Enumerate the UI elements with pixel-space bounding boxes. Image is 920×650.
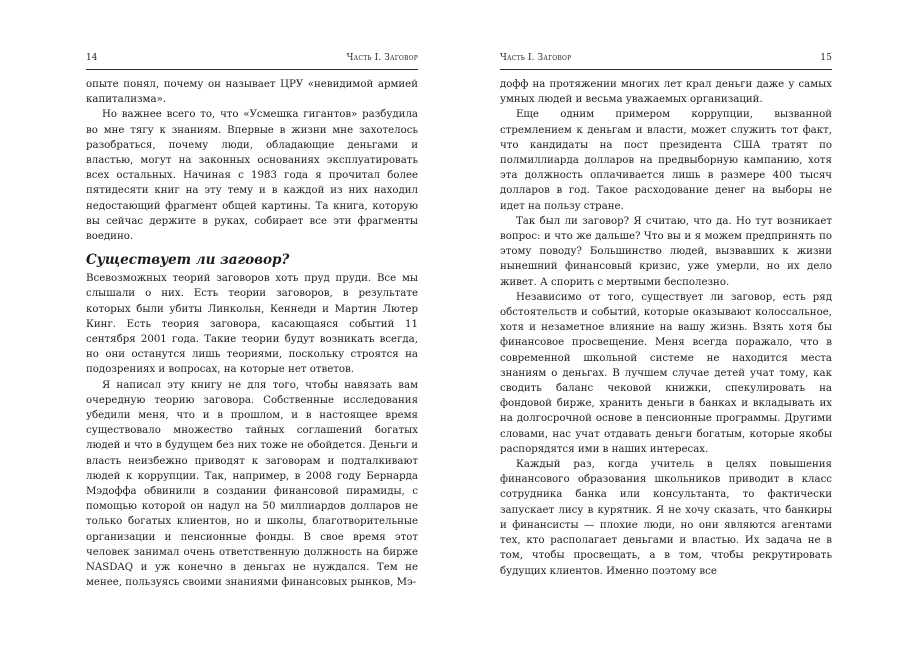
- right-header-rule: [500, 69, 832, 70]
- right-page-body: [500, 77, 832, 579]
- left-page-body: [86, 77, 418, 591]
- right-paragraph-1: дофф на протяжении многих лет крал деньги даже у самых умных людей и весьма уважаемых организаций.: [500, 79, 832, 106]
- right-page-number: 15: [820, 53, 832, 63]
- right-running-head: Часть I. Заговор: [500, 53, 572, 63]
- right-paragraph-3: Так был ли заговор? Я считаю, что да. Но тут возникает вопрос: и что же дальше? Что вы и я можем предпринять по этому поводу? Большинство людей, вызвавших к жизни нынешний финансовый кризис, уже умерли, но их дело живет. А спорить с мертвыми бесполезно.: [500, 215, 832, 288]
- left-paragraph-3: Всевозможных теорий заговоров хоть пруд пруди. Все мы слышали о них. Есть теории заговоров, в результате которых были убиты Линкольн, Кеннеди и Мартин Лютер Кинг. Есть теория заговора, касающаяся событий 11 сентября 2001 года. Такие теории будут возникать всегда, но они останутся лишь теориями, поскольку строятся на подозрениях и вопросах, на которые нет ответов.: [86, 273, 418, 376]
- left-header-rule: [86, 69, 418, 70]
- right-paragraph-2: Еще одним примером коррупции, вызванной стремлением к деньгам и власти, может служить тот факт, что кандидаты на пост президента США тратят по полмиллиарда долларов на предвыборную кампанию, хотя эта должность оплачивается лишь в размере 400 тысяч долларов в год. Такое расходование денег на выборы не идет на пользу стране.: [500, 109, 832, 212]
- left-paragraph-4: Я написал эту книгу не для того, чтобы навязать вам очередную теорию заговора. Собственные исследования убедили меня, что и в прошлом, и в настоящее время существовало множество тайных соглашений богатых людей и что в будущем без них тоже не обойдется. Деньги и власть неизбежно приводят к заговорам и подталкивают людей к коррупции. Так, например, в 2008 году Бернарда Мэдоффа обвинили в создании финансовой пирамиды, с помощью которой он надул на 50 миллиардов долларов не только богатых клиентов, но и школы, благотворительные организации и пенсионные фонды. В свое время этот человек занимал очень ответственную должность на бирже NASDAQ и уж конечно в деньгах не нуждался. Тем не менее, пользуясь своими знаниями финансовых рынков, Мэ-: [86, 379, 418, 589]
- left-page: [86, 0, 418, 650]
- left-paragraph-1: опыте понял, почему он называет ЦРУ «невидимой армией капитализма».: [86, 79, 418, 106]
- left-paragraph-2: Но важнее всего то, что «Усмешка гигантов» разбудила во мне тягу к знаниям. Впервые в жизни мне захотелось разобраться, почему люди, обладающие деньгами и властью, могут на законных основаниях эксплуатировать всех остальных. Начиная с 1983 года я прочитал более пятидесяти книг на эту тему и в каждой из них находил недостающий фрагмент общей картины. Та книга, которую вы сейчас держите в руках, собирает все эти фрагменты воедино.: [86, 109, 418, 243]
- right-page: [500, 0, 832, 650]
- section-heading: Существует ли заговор?: [86, 252, 290, 269]
- left-page-header: [86, 53, 418, 67]
- left-page-number: 14: [86, 53, 98, 63]
- right-paragraph-4: Независимо от того, существует ли заговор, есть ряд обстоятельств и событий, которые оказывают колоссальное, хотя и незаметное влияние на вашу жизнь. Взять хотя бы финансовое просвещение. Меня всегда поражало, что в современной школьной системе не находится места знаниям о деньгах. В лучшем случае детей учат тому, как сводить баланс чековой книжки, спекулировать на фондовой бирже, хранить деньги в банках и вкладывать их на долгосрочной основе в пенсионные программы. Другими словами, нас учат отдавать деньги богатым, которые якобы распорядятся ими в наших интересах.: [500, 291, 832, 455]
- right-paragraph-5: Каждый раз, когда учитель в целях повышения финансового образования школьников приводит в класс сотрудника банка или консультанта, то фактически запускает лису в курятник. Я не хочу сказать, что банкиры и финансисты — плохие люди, но они являются агентами тех, кто располагает деньгами и властью. Их задача не в том, чтобы просвещать, а в том, чтобы рекрутировать будущих клиентов. Именно поэтому все: [500, 459, 832, 577]
- left-running-head: Часть I. Заговор: [346, 53, 418, 63]
- right-page-header: [500, 53, 832, 67]
